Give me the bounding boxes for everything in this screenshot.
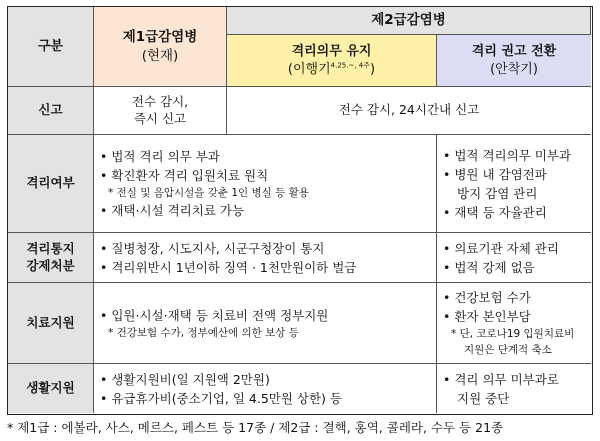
list-item: • 건강보험 수가 xyxy=(443,290,531,305)
note-item: * 전실 및 음압시설을 갖춘 1인 병실 등 활용 xyxy=(108,187,309,199)
list-item: 방지 감염 관리 xyxy=(457,185,538,201)
report-class2 xyxy=(227,87,591,135)
report-class2-text: 전수 감시, 24시간내 신고 xyxy=(338,102,480,118)
header-category-label: 구분 xyxy=(37,38,64,54)
treatment-label-text: 치료지원 xyxy=(26,314,75,330)
list-item: • 격리위반시 1년이하 징역 · 1천만원이하 벌금 xyxy=(100,259,357,275)
class2-keep-sub-end: ) xyxy=(370,61,376,77)
header-class2-advise xyxy=(437,35,591,87)
comparison-table xyxy=(7,6,593,415)
notice-label-line2: 강제처분 xyxy=(26,257,75,273)
isolation-right-list xyxy=(443,146,571,222)
living-right xyxy=(437,364,591,413)
list-item: • 재택 등 자율관리 xyxy=(443,204,547,220)
living-left-list xyxy=(100,370,342,408)
list-item: 지원 중단 xyxy=(457,390,510,406)
list-item: • 생활지원비(일 지원액 2만원) xyxy=(100,371,270,387)
class2-keep-sub-sup: 4.25.~, 4주 xyxy=(330,61,370,70)
class2-title: 제2급감염병 xyxy=(371,12,446,29)
header-class2 xyxy=(227,7,591,35)
report-label-text: 신고 xyxy=(38,102,63,118)
treatment-left xyxy=(94,283,437,364)
list-item: • 격리 의무 미부과로 xyxy=(443,371,559,387)
isolation-right xyxy=(437,135,591,233)
row-notice-label xyxy=(8,233,94,283)
row-treatment-label xyxy=(8,283,94,364)
list-item: • 법적 격리 의무 부과 xyxy=(100,149,220,164)
class2-advise-subtitle: (안착기) xyxy=(490,61,538,77)
note-item: 지원은 단계적 축소 xyxy=(464,344,552,356)
isolation-left xyxy=(94,135,437,233)
treatment-right-list xyxy=(443,288,574,358)
note-item: * 건강보험 수가, 정부예산에 의한 보상 등 xyxy=(108,326,299,339)
list-item: • 법적 강제 없음 xyxy=(443,259,535,275)
list-item: • 병원 내 감염전파 xyxy=(443,166,547,182)
row-living-label xyxy=(8,364,94,413)
living-label-text: 생활지원 xyxy=(26,380,75,396)
notice-right xyxy=(437,233,591,283)
report-class1 xyxy=(94,87,227,135)
living-left xyxy=(94,364,437,413)
class2-keep-sub-main: (이행기 xyxy=(287,61,331,77)
class2-advise-title: 격리 권고 전환 xyxy=(471,43,557,59)
list-item: • 입원·시설·재택 등 치료비 전액 정부지원 xyxy=(100,307,329,323)
list-item: • 법적 격리의무 미부과 xyxy=(443,147,571,163)
footnote: * 제1급 : 에볼라, 사스, 메르스, 페스트 등 17종 / 제2급 : 결핵, 홍역, 콜레라, 수두 등 21종 xyxy=(7,420,504,435)
list-item: • 재택·시설 격리치료 가능 xyxy=(100,203,245,218)
report-class1-line2: 즉시 신고 xyxy=(133,110,187,126)
isolation-label-text: 격리여부 xyxy=(26,175,75,191)
list-item: • 질병청장, 시도지사, 시군구청장이 통지 xyxy=(100,240,325,256)
row-report-label xyxy=(8,87,94,135)
header-class1 xyxy=(94,7,227,87)
notice-left xyxy=(94,233,437,283)
class1-title: 제1급감염병 xyxy=(122,29,198,46)
header-class2-keep xyxy=(227,35,437,87)
report-class1-line1: 전수 감시, xyxy=(131,93,189,109)
treatment-right xyxy=(437,283,591,364)
notice-left-list xyxy=(100,239,356,277)
class2-keep-title: 격리의무 유지 xyxy=(291,43,372,59)
class1-subtitle: (현재) xyxy=(141,47,179,64)
list-item: • 유급휴가비(중소기업, 일 4.5만원 상한) 등 xyxy=(100,390,342,406)
note-item: * 단, 코로나19 입원치료비 xyxy=(451,328,575,340)
treatment-left-list xyxy=(100,306,328,341)
row-isolation-label xyxy=(8,135,94,233)
class2-keep-subtitle xyxy=(288,61,375,79)
living-right-list xyxy=(443,370,559,408)
notice-label-line1: 격리통지 xyxy=(26,240,75,256)
list-item: • 환자 본인부담 xyxy=(443,309,531,324)
notice-right-list xyxy=(443,239,559,277)
isolation-left-list xyxy=(100,147,309,220)
list-item: • 확진환자 격리 입원치료 원칙 xyxy=(100,168,269,183)
header-category xyxy=(8,7,94,87)
list-item: • 의료기관 자체 관리 xyxy=(443,240,559,256)
